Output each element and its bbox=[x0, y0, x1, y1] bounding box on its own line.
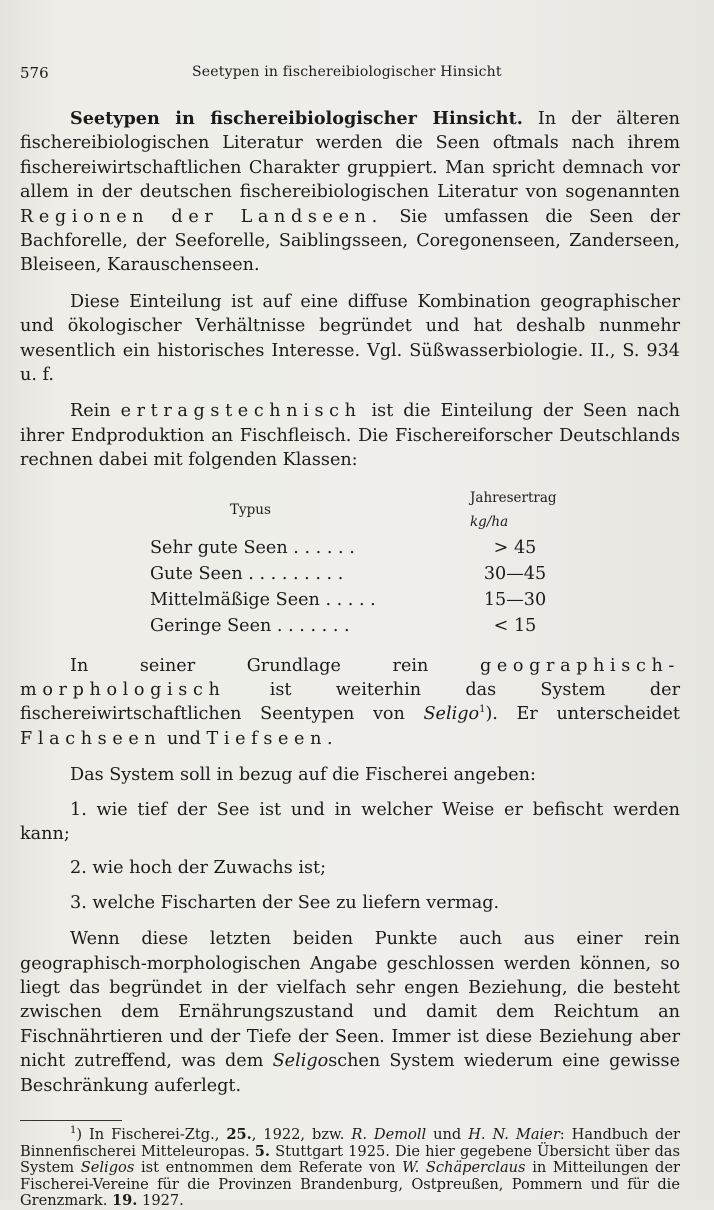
col-header-type: Typus bbox=[230, 501, 271, 518]
unit-label: kg/ha bbox=[470, 514, 509, 531]
spaced-term: Tiefseen bbox=[206, 728, 328, 749]
table-row bbox=[150, 536, 580, 562]
page-body bbox=[20, 107, 680, 1210]
col-header-yield: Jahresertrag kg/ha bbox=[470, 489, 557, 531]
author-name: Seligo bbox=[423, 704, 480, 725]
paragraph-classification: Diese Einteilung ist auf eine diffuse Kombination geographischer und ökologischer Verhältnisse begründet und hat deshalb nunmehr wesentlich ein historisches Interesse. Vgl. Süßwasserbiologie. II., S. 934 u. f. bbox=[20, 291, 680, 386]
paragraph-intro: Seetypen in fischereibiologischer Hinsicht. In der älteren fischereibiologischen Literatur werden die Seen oftmals nach ihrem fischereiwirtschaftlichen Charakter gruppiert. Man spricht demnach vor allem in der deutschen fischereibiologischen Literatur von sogenannten Regionen der Landseen. Sie umfassen die Seen der Bachforelle, der Seeforelle, Saiblingsseen, Coregonenseen, Zanderseen, Bleiseen, Karauschenseen. bbox=[20, 108, 681, 276]
criteria-list bbox=[20, 798, 680, 916]
paragraph-conclusion: Wenn diese letzten beiden Punkte auch aus einer rein geographisch-morphologischen Angabe geschlossen werden können, so liegt das begründet in der vielfach sehr engen Beziehung, die besteht zwischen dem Ernährungszustand und damit dem Reichtum an Fischnährtieren und der Tiefe der Seen. Immer ist diese Beziehung aber nicht zutreffend, was dem Seligoschen System wiederum eine gewisse Beschränkung auferlegt. bbox=[20, 929, 681, 1096]
row-yield: 15—30 bbox=[483, 590, 547, 611]
paragraph-yield: Rein ertragstechnisch ist die Einteilung der Seen nach ihrer Endproduktion an Fischfleisch. Die Fischereiforscher Deutschlands rechnen dabei mit folgenden Klassen: bbox=[20, 401, 680, 471]
yield-table bbox=[150, 485, 580, 640]
row-type: Geringe Seen . . . . . . . bbox=[150, 616, 350, 637]
row-type: Mittelmäßige Seen . . . . . bbox=[150, 590, 376, 611]
footnote-divider bbox=[20, 1120, 122, 1121]
table-row bbox=[150, 562, 580, 588]
running-header bbox=[20, 64, 680, 86]
list-item: 3. welche Fischarten der See zu liefern vermag. bbox=[70, 892, 500, 913]
row-type: Gute Seen . . . . . . . . . bbox=[150, 564, 344, 585]
section-heading: Seetypen in fischereibiologischer Hinsicht. bbox=[70, 108, 523, 129]
paragraph-system: Das System soll in bezug auf die Fischerei angeben: bbox=[70, 765, 536, 786]
author-name: Seligos bbox=[80, 1159, 135, 1177]
page-number: 576 bbox=[20, 64, 49, 82]
row-type: Sehr gute Seen . . . . . . bbox=[150, 538, 355, 559]
spaced-term: geographisch-morphologisch bbox=[20, 655, 680, 700]
list-item: 1. wie tief der See ist und in welcher Weise er befischt werden kann; bbox=[20, 799, 680, 844]
spaced-term: Flachseen bbox=[20, 728, 162, 749]
running-title: Seetypen in fischereibiologischer Hinsicht bbox=[192, 64, 502, 80]
author-name: Seligo bbox=[272, 1051, 329, 1072]
spaced-term: Regionen der Landseen. bbox=[20, 206, 383, 227]
row-yield: > 45 bbox=[493, 538, 537, 559]
author-name: R. Demoll bbox=[351, 1126, 427, 1143]
row-yield: 30—45 bbox=[483, 564, 547, 585]
footnote: $^1$) In Fischerei-Ztg., 25., 1922, bzw. R. Demoll und H. N. Maier: Handbuch der Binnenfischerei Mitteleuropas. 5. Stuttgart 1925. Die hier gegebene Übersicht über das System Seligos ist entnommen dem Referate von W. Schäperclaus in Mitteilungen der Fischerei-Vereine für die Provinzen Brandenburg, Ostpreußen, Pommern und für die Grenzmark. 19. 1927. bbox=[20, 1125, 681, 1210]
table-row bbox=[150, 614, 580, 640]
spaced-term: ertragstechnisch bbox=[120, 401, 362, 422]
row-yield: < 15 bbox=[493, 616, 537, 637]
footnote-ref[interactable]: 1 bbox=[479, 704, 486, 716]
footnote-mark: 1 bbox=[70, 1125, 77, 1137]
list-item: 2. wie hoch der Zuwachs ist; bbox=[70, 858, 327, 879]
paragraph-seligo: In seiner Grundlage rein geographisch-morphologisch ist weiterhin das System der fischereiwirtschaftlichen Seentypen von Seligo$^1$). Er unterscheidet Flachseen und Tiefseen. bbox=[20, 655, 680, 749]
table-header-row bbox=[150, 485, 580, 536]
author-name: W. Schäperclaus bbox=[402, 1159, 526, 1177]
author-name: H. N. Maier bbox=[468, 1126, 560, 1143]
table-row bbox=[150, 588, 580, 614]
